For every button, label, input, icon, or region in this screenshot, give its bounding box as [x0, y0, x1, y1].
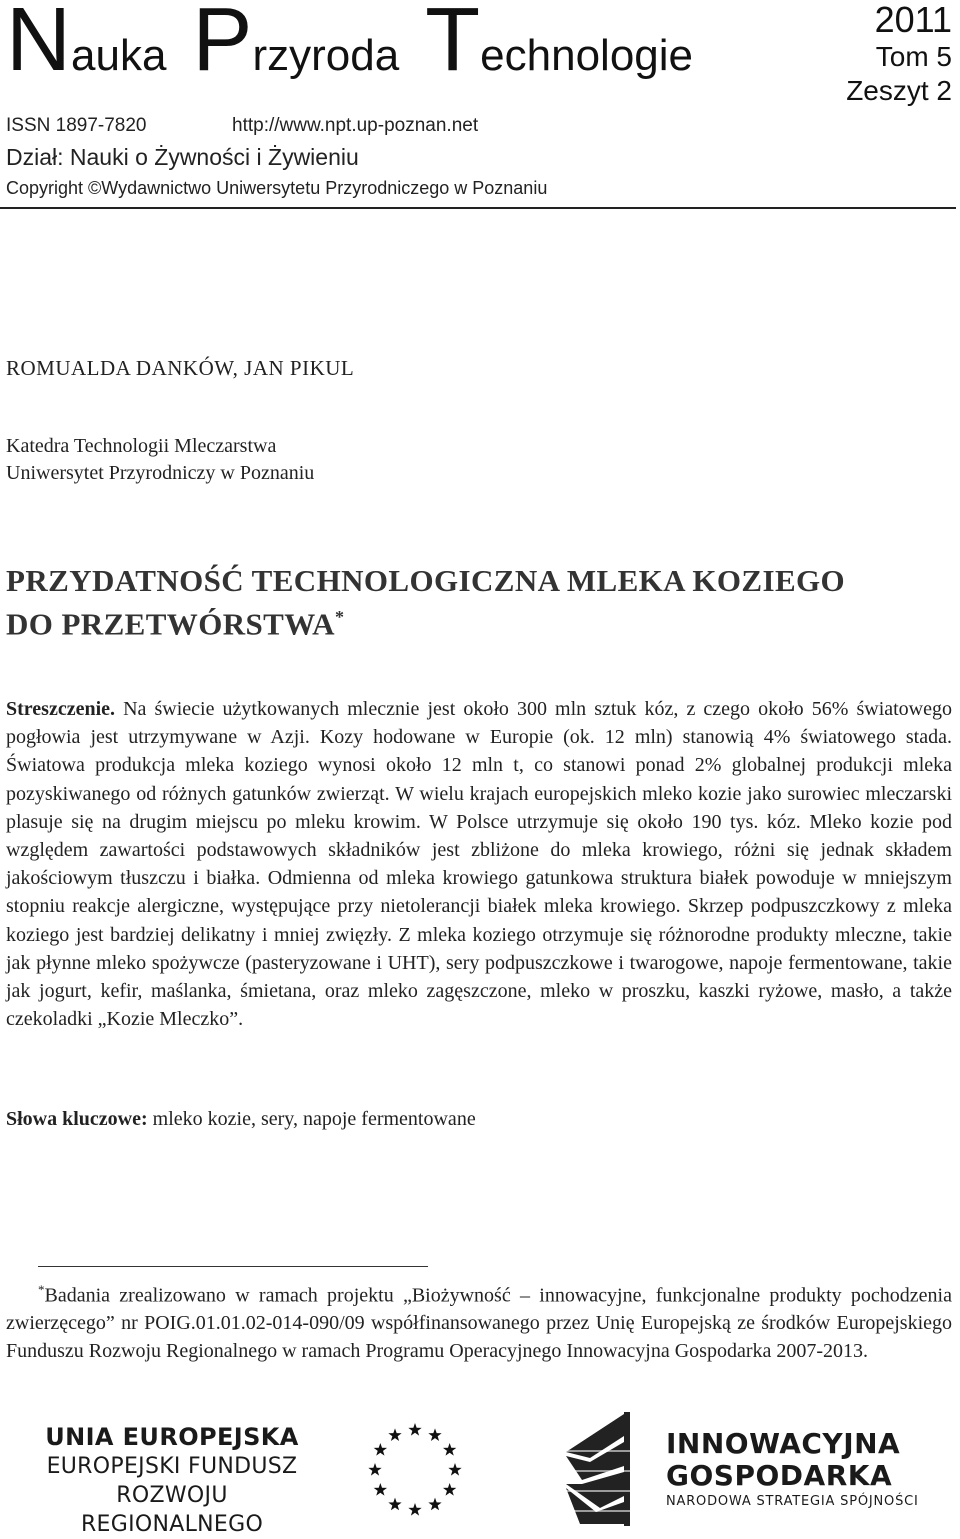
journal-section: Dział: Nauki o Żywności i Żywieniu	[6, 144, 359, 170]
journal-masthead	[0, 0, 960, 210]
keywords-text: mleko kozie, sery, napoje fermentowane	[152, 1108, 476, 1130]
keywords-label: Słowa kluczowe:	[6, 1108, 148, 1130]
eu-star-icon	[408, 1423, 421, 1436]
footnote-marker: *	[38, 1282, 45, 1297]
logo-line: EUROPEJSKI FUNDUSZ	[46, 1454, 298, 1479]
copyright: Copyright ©Wydawnictwo Uniwersytetu Przyrodniczego w Poznaniu	[6, 178, 548, 198]
eu-star-icon	[368, 1463, 381, 1476]
eu-star-icon	[443, 1483, 456, 1496]
journal-issue: Zeszyt 2	[846, 75, 952, 106]
logo-line: UNIA EUROPEJSKA	[45, 1423, 299, 1451]
abstract-label: Streszczenie.	[6, 698, 116, 720]
title-initial: T	[425, 0, 481, 90]
innovative-economy-logo	[666, 1428, 919, 1512]
affiliation-line: Uniwersytet Przyrodniczy w Poznaniu	[6, 462, 315, 484]
logo-line: INNOWACYJNA	[666, 1427, 901, 1460]
eu-star-icon	[428, 1428, 441, 1441]
journal-title	[6, 0, 694, 90]
title-line	[6, 599, 946, 642]
eu-star-icon	[428, 1498, 441, 1511]
title-rest: auka	[71, 31, 167, 80]
eu-star-icon	[443, 1443, 456, 1456]
eu-star-icon	[388, 1428, 401, 1441]
issue-info	[846, 0, 952, 108]
logo-line: GOSPODARKA	[666, 1459, 893, 1492]
journal-url[interactable]: http://www.npt.up-poznan.net	[232, 115, 479, 136]
title-initial: P	[192, 0, 253, 90]
affiliation-line: Katedra Technologii Mleczarstwa	[6, 435, 277, 457]
affiliation	[6, 433, 314, 487]
logo-line: NARODOWA STRATEGIA SPÓJNOŚCI	[666, 1494, 919, 1509]
eu-star-icon	[448, 1463, 461, 1476]
issn: ISSN 1897-7820	[6, 115, 147, 136]
meta-row	[6, 114, 479, 138]
eu-star-icon	[408, 1503, 421, 1516]
eu-star-icon	[374, 1483, 387, 1496]
footnote-divider	[38, 1266, 428, 1267]
article-title	[6, 563, 946, 642]
eu-stars-icon	[356, 1418, 474, 1522]
eu-regional-fund-logo	[22, 1422, 322, 1539]
eu-star-icon	[388, 1498, 401, 1511]
logo-line: ROZWOJU REGIONALNEGO	[80, 1483, 264, 1537]
title-rest: echnologie	[480, 31, 694, 80]
keywords	[6, 1106, 476, 1132]
abstract-text: Na świecie użytkowanych mlecznie jest około 300 mln sztuk kóz, z czego około 56% światowego pogłowia jest utrzymywane w Azji. Kozy hodowane w Europie (ok. 12 mln) stanowią 4% światowego stada. Światowa produkcja mleka koziego wynosi około 12 mln t, co stanowi ponad 2% globalnej produkcji mleka pozyskiwanego od różnych gatunków zwierząt. W wielu krajach europejskich mleko kozie jako surowiec mleczarski plasuje się na drugim miejscu po mleku krowim. W Polsce utrzymuje się około 190 tys. kóz. Mleko kozie pod względem zawartości podstawowych składników jest zbliżone do mleka krowiego, różni się jednak składem jakościowym tłuszczu i białka. Odmienna od mleka krowiego gatunkowa struktura białek powoduje w mniejszym stopniu reakcje alergiczne, występujące przy nietolerancji białek mleka krowiego. Skrzep podpuszczkowy z mleka koziego jest bardziej delikatny i mniej zwięzły. Z mleka koziego otrzymuje się różnorodne produkty mleczne, takie jak płynne mleko spożywcze (pasteryzowane i UHT), sery podpuszczkowe i twarogowe, napoje fermentowane, takie jak jogurt, kefir, maślanka, śmietana, oraz mleko zagęszczone, mleko w proszku, kaszki ryżowe, masło, a także czekoladki „Kozie Mleczko”.	[6, 698, 952, 1031]
journal-volume: Tom 5	[875, 41, 952, 72]
title-rest: rzyroda	[252, 31, 400, 80]
title-line: PRZYDATNOŚĆ TECHNOLOGICZNA MLEKA KOZIEGO	[6, 563, 846, 598]
journal-year: 2011	[874, 0, 952, 40]
title-line-text: DO PRZETWÓRSTWA	[6, 606, 335, 642]
eu-star-icon	[374, 1443, 387, 1456]
authors: ROMUALDA DANKÓW, JAN PIKUL	[6, 356, 355, 380]
title-initial: N	[6, 0, 71, 90]
header-divider	[0, 207, 956, 209]
innovative-economy-graphic-icon	[560, 1412, 640, 1526]
title-footnote-marker: *	[334, 607, 345, 627]
footnote	[6, 1276, 952, 1365]
footnote-text: Badania zrealizowano w ramach projektu „Biożywność – innowacyjne, funkcjonalne produkty pochodzenia zwierzęcego” nr POIG.01.01.02-014-090/09 współfinansowanego przez Unię Europejską ze środków Europejskiego Funduszu Rozwoju Regionalnego w ramach Programu Operacyjnego Innowacyjna Gospodarka 2007-2013.	[6, 1284, 952, 1362]
abstract	[6, 695, 952, 1033]
